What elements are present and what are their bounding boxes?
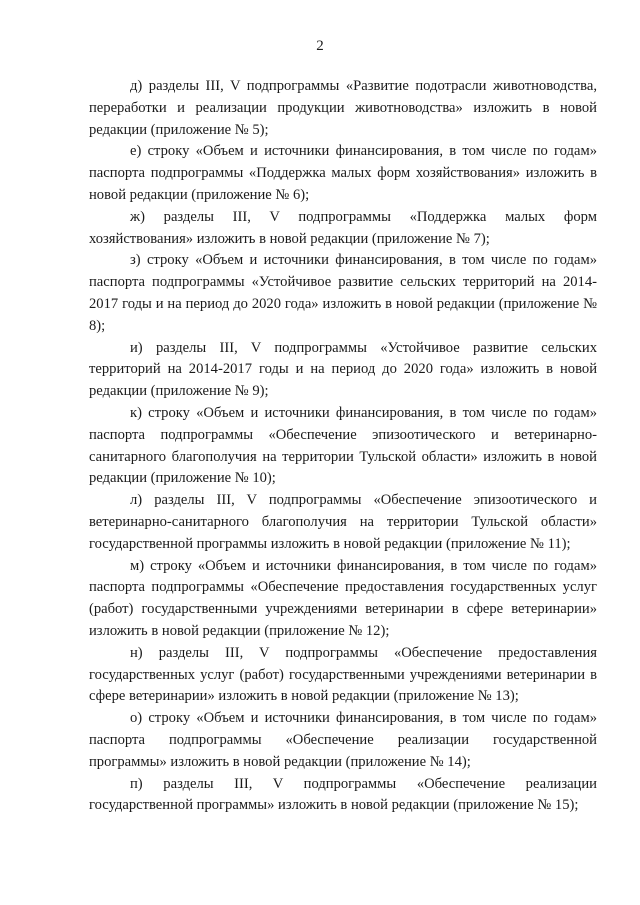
paragraph-l: л) разделы III, V подпрограммы «Обеспечение эпизоотического и ветеринарно-санитарного благополучия на территории Тульской области» государственной программы изложить в новой редакции (приложение № 11); (89, 492, 597, 552)
paragraph-m: м) строку «Объем и источники финансирования, в том числе по годам» паспорта подпрограммы «Обеспечение предоставления государственных услуг (работ) государственными учреждениями ветеринарии в сфере ветеринарии» изложить в новой редакции (приложение № 12); (89, 557, 597, 639)
paragraph-n: н) разделы III, V подпрограммы «Обеспечение предоставления государственных услуг (работ) государственными учреждениями ветеринарии в сфере ветеринарии» изложить в новой редакции (приложение № 13); (89, 644, 597, 705)
paragraph-e: е) строку «Объем и источники финансирования, в том числе по годам» паспорта подпрограммы «Поддержка малых форм хозяйствования» изложить в новой редакции (приложение № 6); (89, 143, 597, 203)
paragraph-z: з) строку «Объем и источники финансирования, в том числе по годам» паспорта подпрограммы «Устойчивое развитие сельских территорий на 2014-2017 годы и на период до 2020 года» изложить в новой редакции (приложение № 8); (89, 252, 597, 334)
paragraph-o: о) строку «Объем и источники финансирования, в том числе по годам» паспорта подпрограммы «Обеспечение реализации государственной программы» изложить в новой редакции (приложение № 14); (89, 710, 597, 770)
page-number: 2 (316, 38, 324, 54)
paragraph-zh: ж) разделы III, V подпрограммы «Поддержка малых форм хозяйствования» изложить в новой редакции (приложение № 7); (89, 208, 597, 247)
paragraph-p: п) разделы III, V подпрограммы «Обеспечение реализации государственной программы» изложить в новой редакции (приложение № 15); (89, 775, 597, 814)
paragraph-i: и) разделы III, V подпрограммы «Устойчивое развитие сельских территорий на 2014-2017 годы и на период до 2020 года» изложить в новой редакции (приложение № 9); (89, 339, 597, 400)
paragraph-k: к) строку «Объем и источники финансирования, в том числе по годам» паспорта подпрограммы «Обеспечение эпизоотического и ветеринарно-санитарного благополучия на территории Тульской области» изложить в новой редакции (приложение № 10); (89, 404, 597, 487)
document-body (89, 76, 597, 817)
paragraph-d: д) разделы III, V подпрограммы «Развитие подотрасли животноводства, переработки и реализации продукции животноводства» изложить в новой редакции (приложение № 5); (89, 78, 597, 138)
